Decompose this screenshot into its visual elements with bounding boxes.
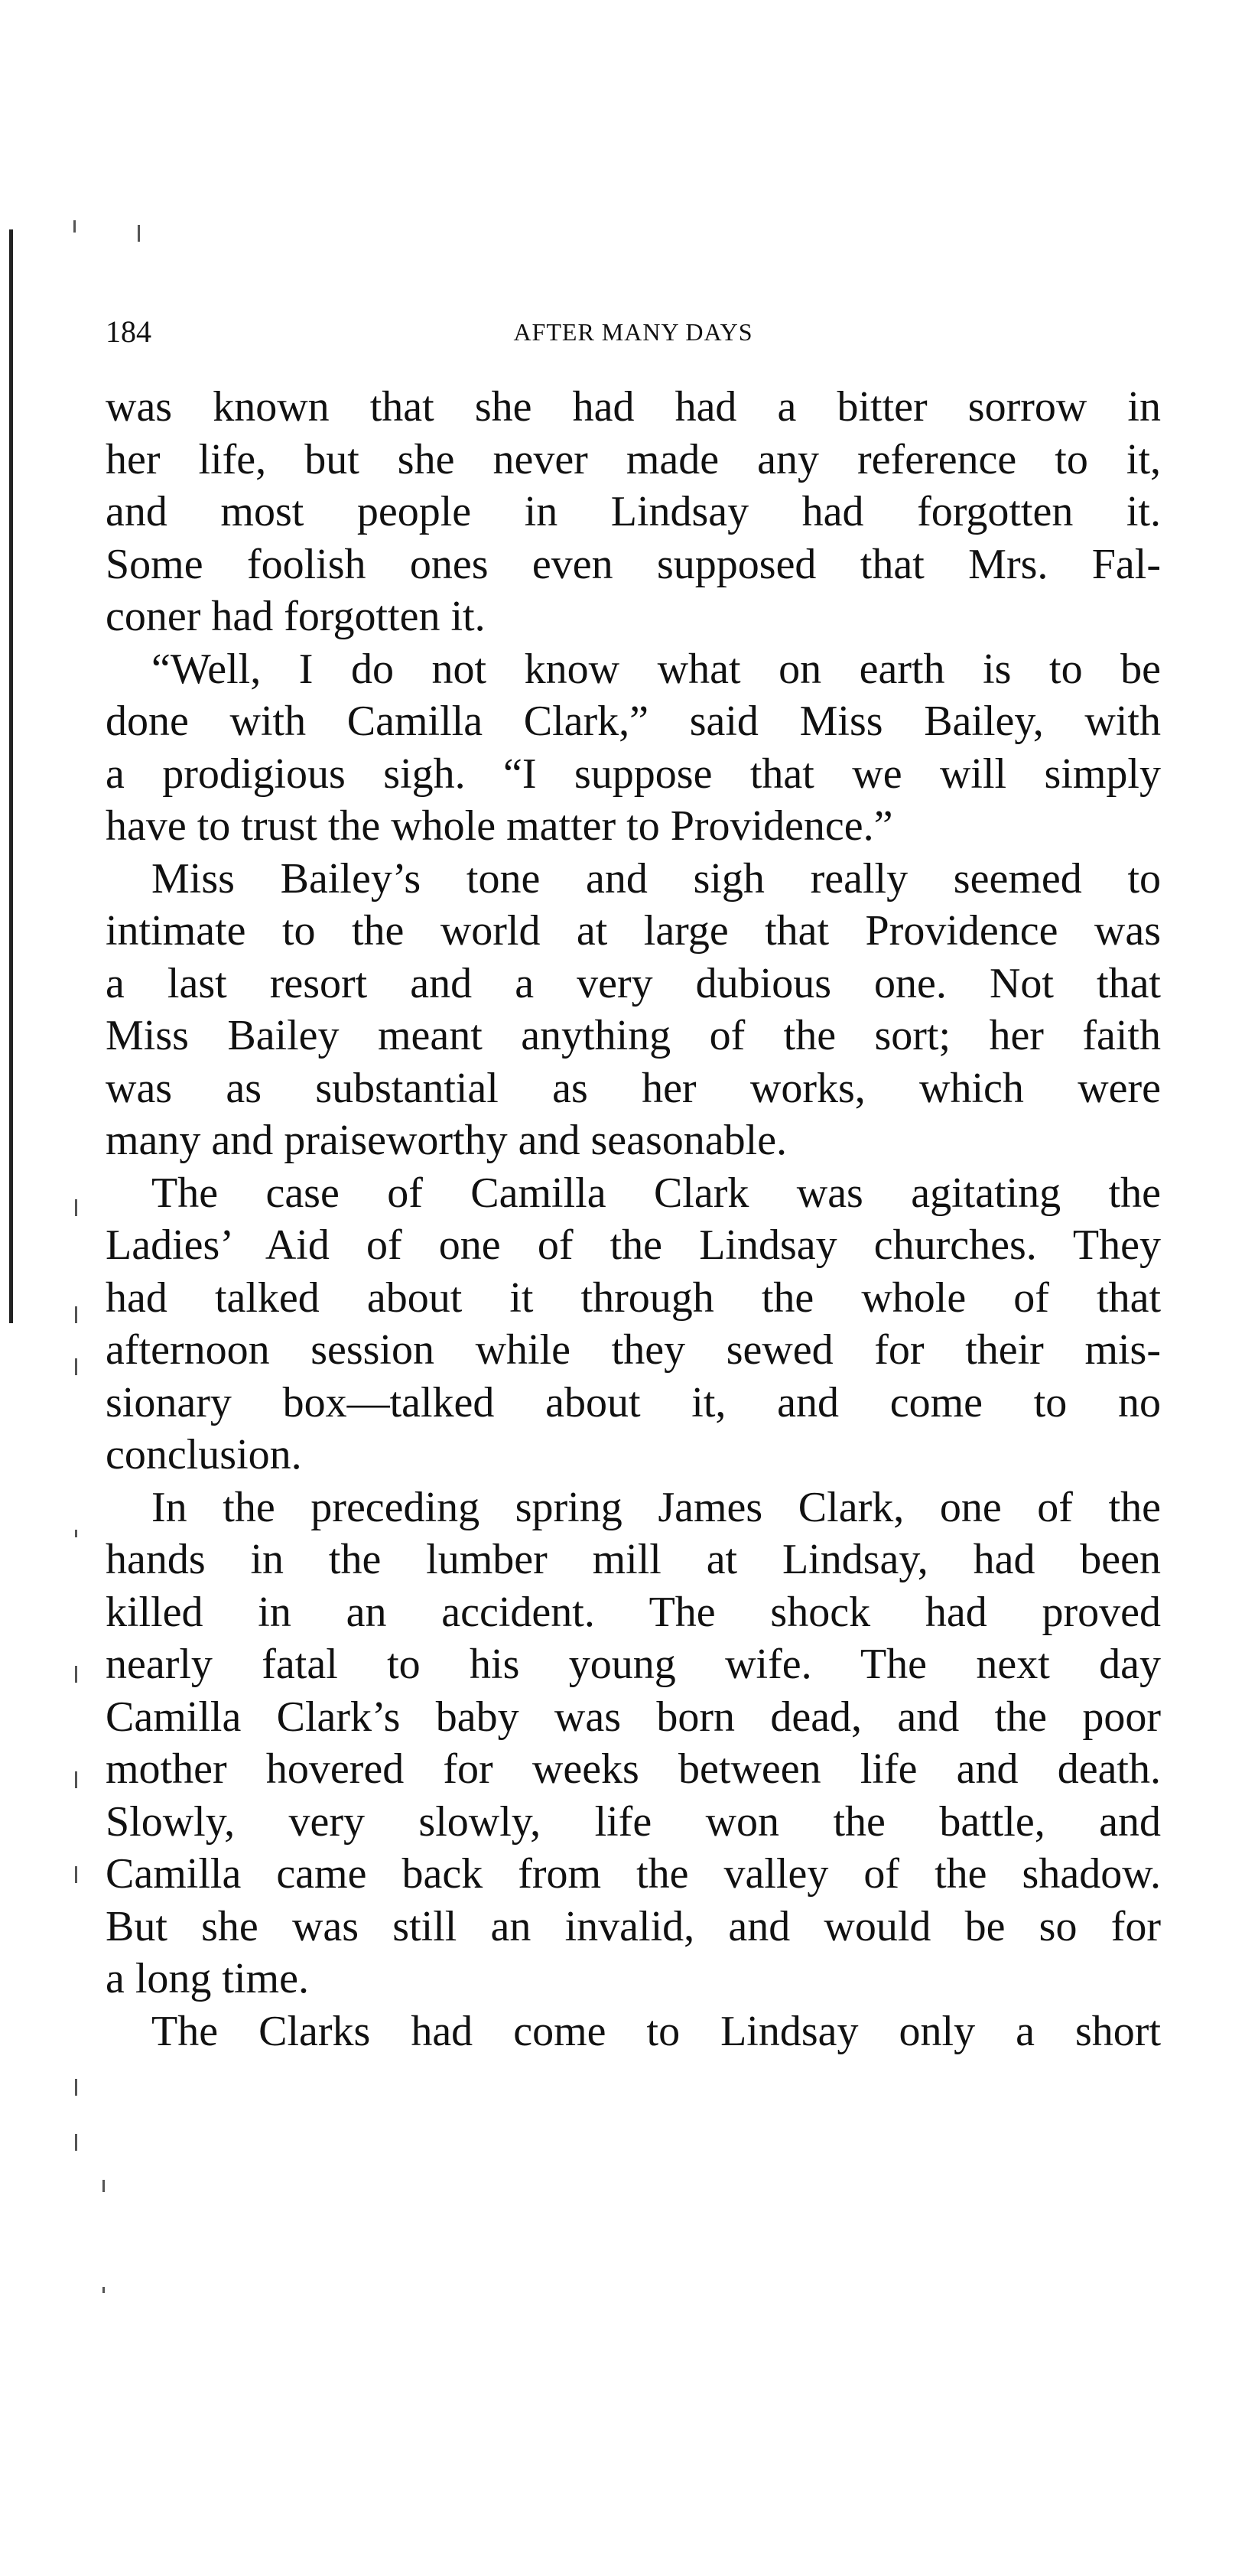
text-line: done with Camilla Clark,” said Miss Bailey, with	[106, 698, 1161, 745]
text-line: killed in an accident. The shock had proved	[106, 1588, 1161, 1636]
text-line: have to trust the whole matter to Providence.”	[106, 802, 893, 850]
gutter-mark	[75, 1306, 77, 1323]
paragraph	[106, 2005, 1161, 2058]
text-line: a last resort and a very dubious one. Not that	[106, 959, 1161, 1007]
text-line: But she was still an invalid, and would be so for	[106, 1902, 1161, 1950]
gutter-mark	[102, 2287, 105, 2293]
body-text	[106, 381, 1161, 2057]
gutter-mark	[75, 2079, 77, 2096]
text-line: and most people in Lindsay had forgotten it.	[106, 488, 1161, 535]
text-line: nearly fatal to his young wife. The next day	[106, 1641, 1161, 1688]
running-head: AFTER MANY DAYS	[513, 318, 753, 346]
paragraph	[106, 643, 1161, 853]
text-line: was known that she had had a bitter sorrow in	[106, 383, 1161, 431]
text-line: The Clarks had come to Lindsay only a short	[151, 2007, 1161, 2055]
paragraph	[106, 1167, 1161, 1482]
gutter-mark	[75, 1866, 77, 1883]
gutter-mark	[75, 1666, 77, 1683]
text-line: her life, but she never made any reference to it,	[106, 435, 1161, 483]
page-number: 184	[106, 314, 151, 349]
paragraph	[106, 853, 1161, 1167]
text-line: coner had forgotten it.	[106, 593, 486, 640]
page-binding-edge	[9, 229, 13, 1323]
text-line: Miss Bailey’s tone and sigh really seemed to	[151, 854, 1161, 903]
text-line: intimate to the world at large that Providence was	[106, 907, 1161, 955]
text-line: Slowly, very slowly, life won the battle, and	[106, 1797, 1161, 1846]
text-line: In the preceding spring James Clark, one of the	[151, 1483, 1161, 1531]
page-header	[106, 309, 1161, 355]
gutter-mark	[75, 1771, 77, 1788]
gutter-mark	[138, 225, 140, 242]
text-line: Some foolish ones even supposed that Mrs. Fal-	[106, 540, 1161, 588]
gutter-mark	[75, 1358, 77, 1375]
text-line: had talked about it through the whole of that	[106, 1273, 1161, 1322]
text-line: a prodigious sigh. “I suppose that we will simply	[106, 750, 1161, 798]
text-line: a long time.	[106, 1955, 309, 2002]
text-line: “Well, I do not know what on earth is to be	[151, 645, 1161, 693]
text-line: hands in the lumber mill at Lindsay, had been	[106, 1536, 1161, 1583]
text-line: afternoon session while they sewed for their mis-	[106, 1326, 1161, 1374]
text-line: mother hovered for weeks between life and death.	[106, 1745, 1161, 1793]
text-line: many and praiseworthy and seasonable.	[106, 1117, 788, 1164]
text-line: Ladies’ Aid of one of the Lindsay churches. They	[106, 1221, 1161, 1269]
text-line: Camilla came back from the valley of the shadow.	[106, 1850, 1161, 1898]
paragraph	[106, 1482, 1161, 2005]
text-line: Camilla Clark’s baby was born dead, and the poor	[106, 1693, 1161, 1741]
text-line: conclusion.	[106, 1431, 302, 1478]
text-line: The case of Camilla Clark was agitating the	[151, 1169, 1161, 1217]
text-line: was as substantial as her works, which were	[106, 1064, 1161, 1112]
gutter-mark	[75, 2134, 77, 2151]
text-line: Miss Bailey meant anything of the sort; her faith	[106, 1012, 1161, 1059]
gutter-mark	[75, 1199, 77, 1216]
paragraph	[106, 381, 1161, 643]
gutter-mark	[102, 2180, 105, 2192]
gutter-mark	[75, 1530, 77, 1537]
gutter-mark	[73, 220, 76, 233]
text-line: sionary box—talked about it, and come to no	[106, 1378, 1161, 1426]
